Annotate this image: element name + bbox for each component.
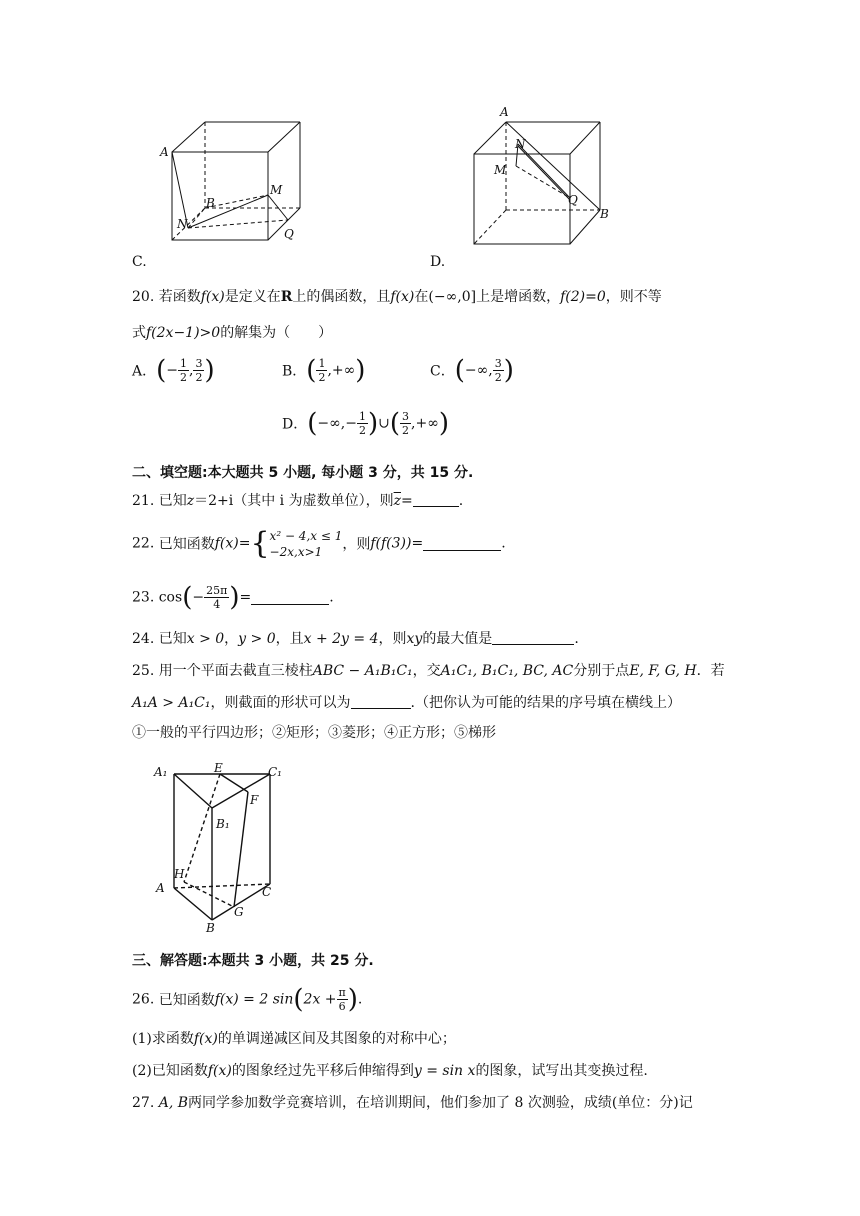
q25-edges: A₁C₁, B₁C₁, BC, AC bbox=[440, 663, 574, 679]
figure-c-cube bbox=[150, 110, 310, 250]
q25-text: ，交 bbox=[412, 663, 441, 679]
interval-tail: ,+∞ bbox=[411, 415, 439, 432]
frac: $\frac{3}{2}$ bbox=[494, 357, 502, 384]
q20-option-c[interactable]: C．(−∞, $\frac{3}{2}$ ) bbox=[430, 355, 514, 386]
q22-number: 22. bbox=[132, 535, 155, 552]
q20-text: 上的偶函数，且 bbox=[292, 289, 391, 305]
q27-ab: A, B bbox=[158, 1095, 189, 1111]
q20-option-b[interactable]: B．( $\frac{1}{2}$ ,+∞) bbox=[282, 355, 366, 386]
option-label: A． bbox=[132, 363, 157, 380]
frac: $\frac{1}{2}$ bbox=[358, 410, 366, 437]
q21-end: . bbox=[458, 493, 464, 509]
q24-end: . bbox=[574, 631, 579, 647]
comma: , bbox=[189, 362, 194, 379]
q26-text: 的图象经过先平移后伸缩得到 bbox=[231, 1063, 414, 1079]
q21-text: ＝2+i（其中 i 为虚数单位），则 bbox=[194, 493, 394, 509]
q24-text: ，则 bbox=[378, 631, 407, 647]
prism-label-a1: A₁ bbox=[154, 765, 168, 779]
q26-inner: 2x + bbox=[303, 991, 337, 1008]
q20-inequality: f(2x−1)>0 bbox=[146, 325, 221, 341]
q24-cond-3: x + 2y = 4 bbox=[303, 631, 379, 647]
prism-label-h: H bbox=[174, 867, 185, 881]
q20-text: 若函数 bbox=[158, 289, 201, 305]
section-2-title: 二、填空题:本大题共 5 小题, 每小题 3 分，共 15 分. bbox=[132, 465, 474, 481]
q25-text: .（把你认为可能的结果的序号填在横线上） bbox=[410, 695, 681, 711]
q21 bbox=[132, 490, 463, 510]
q21-eq: = bbox=[401, 493, 413, 509]
q24-answer-blank[interactable] bbox=[492, 630, 574, 645]
q24-text: 已知 bbox=[158, 631, 187, 647]
q26-end: . bbox=[357, 991, 363, 1008]
q26: 26. 已知函数f(x) = 2 sin(2x + $\frac{\pi}{6}$ ). bbox=[132, 984, 363, 1015]
q20-text: 上是增函数， bbox=[476, 289, 561, 305]
q20-text: 是定义在 bbox=[224, 289, 281, 305]
prism-label-g: G bbox=[234, 905, 244, 919]
q23-cos: cos bbox=[158, 589, 183, 606]
q26-text: 的图象，试写出其变换过程. bbox=[475, 1063, 648, 1079]
interval-tail: ,+∞ bbox=[327, 362, 356, 379]
q22 bbox=[132, 526, 506, 561]
q25-points: E, F, G, H bbox=[629, 663, 697, 679]
interval-head: −∞, bbox=[464, 362, 493, 379]
neg-sign: − bbox=[192, 589, 205, 606]
fig-d-label-q: Q bbox=[568, 193, 578, 207]
q23-eq: = bbox=[239, 589, 252, 606]
q24-number: 24. bbox=[132, 631, 155, 647]
neg-sign: − bbox=[166, 362, 179, 379]
q20-text: 在 bbox=[414, 289, 429, 305]
q23-answer-blank[interactable] bbox=[251, 590, 329, 605]
union-sign: ∪ bbox=[378, 415, 390, 432]
q23-number: 23. bbox=[132, 589, 155, 606]
prism-label-b1: B₁ bbox=[216, 817, 230, 831]
section-3-title: 三、解答题:本题共 3 小题，共 25 分. bbox=[132, 953, 374, 969]
fig-d-option: D. bbox=[430, 254, 446, 270]
q24-cond-1: x > 0 bbox=[186, 631, 225, 647]
q21-answer-blank[interactable] bbox=[413, 492, 459, 507]
q22-text: 已知函数 bbox=[158, 536, 215, 553]
q25-text: ．若 bbox=[696, 663, 725, 679]
fig-c-label-a: A bbox=[160, 145, 169, 159]
fig-d-label-n: N bbox=[515, 137, 526, 151]
fig-d-label-m: M bbox=[494, 163, 507, 177]
q20-number: 20. bbox=[132, 289, 155, 305]
option-label: D． bbox=[282, 416, 308, 433]
fig-c-label-q: Q bbox=[284, 227, 294, 241]
q26-fx: f(x) bbox=[207, 1063, 232, 1079]
q22-case-2: −2x,x>1 bbox=[269, 544, 323, 559]
frac: $\frac{1}{2}$ bbox=[318, 357, 326, 384]
q23-end: . bbox=[329, 589, 334, 606]
q24-text: 的最大值是 bbox=[422, 631, 493, 647]
q26-function: f(x) = 2 sin bbox=[214, 991, 294, 1008]
option-label: C． bbox=[430, 363, 455, 380]
q21-number: 21. bbox=[132, 493, 155, 509]
q20-option-d[interactable]: D．(−∞,− $\frac{1}{2}$ )∪( $\frac{3}{2}$ ,+∞) bbox=[282, 408, 450, 439]
figure-d-cube bbox=[466, 104, 626, 250]
frac: $\frac{25\pi}{4}$ bbox=[206, 584, 228, 611]
q21-z: z bbox=[186, 493, 195, 509]
q26-sinx: y = sin x bbox=[413, 1063, 476, 1079]
q26-text: (2)已知函数 bbox=[132, 1063, 208, 1079]
q27 bbox=[132, 1092, 693, 1112]
fig-c-label-m: M bbox=[270, 183, 283, 197]
q20-fx: f(x) bbox=[390, 289, 415, 305]
prism-label-f: F bbox=[250, 793, 259, 807]
q22-ffx: f(f(3))= bbox=[370, 535, 424, 552]
interval-head: −∞,− bbox=[317, 415, 357, 432]
q25-text: 用一个平面去截直三棱柱 bbox=[158, 663, 313, 679]
q22-answer-blank[interactable] bbox=[423, 536, 501, 551]
prism-label-a: A bbox=[156, 881, 165, 895]
q20-text: 的解集为（ ） bbox=[220, 325, 333, 341]
q26-part1 bbox=[132, 1028, 456, 1048]
q26-text: (1)求函数 bbox=[132, 1031, 194, 1047]
q26-number: 26. bbox=[132, 991, 155, 1008]
q24 bbox=[132, 628, 579, 648]
option-label: B． bbox=[282, 363, 307, 380]
q24-sep: ， bbox=[224, 631, 239, 647]
prism-label-c: C bbox=[262, 885, 272, 899]
q25-choices: ①一般的平行四边形；②矩形；③菱形；④正方形；⑤梯形 bbox=[132, 725, 496, 741]
q20-line2 bbox=[132, 322, 332, 342]
frac: $\frac{3}{2}$ bbox=[402, 410, 410, 437]
q25-line1 bbox=[132, 660, 725, 680]
fig-c-option: C. bbox=[132, 254, 147, 270]
fig-c-label-b: B bbox=[206, 196, 215, 210]
q23: 23. cos(− $\frac{25\pi}{4}$ )= . bbox=[132, 582, 334, 613]
q25-text: 分别于点 bbox=[573, 663, 630, 679]
q24-xy: xy bbox=[406, 631, 423, 647]
frac: $\frac{\pi}{6}$ bbox=[338, 986, 346, 1013]
q22-case-1: x² − 4,x ≤ 1 bbox=[269, 528, 343, 543]
q26-text: 已知函数 bbox=[158, 992, 215, 1009]
q27-text: 两同学参加数学竞赛培训，在培训期间，他们参加了 8 次测验，成绩(单位：分)记 bbox=[188, 1095, 693, 1111]
q20-fx: f(x) bbox=[200, 289, 225, 305]
q20-interval: (−∞,0] bbox=[428, 289, 477, 305]
q25-line2 bbox=[132, 692, 681, 712]
frac: $\frac{1}{2}$ bbox=[180, 357, 188, 384]
prism-label-e: E bbox=[214, 761, 223, 775]
q24-text: ，且 bbox=[275, 631, 304, 647]
q22-fx: f(x)= bbox=[214, 535, 251, 552]
q22-text: ，则 bbox=[342, 536, 371, 553]
q20-f2: f(2)=0 bbox=[560, 289, 606, 305]
q26-text: 的单调递减区间及其图象的对称中心； bbox=[217, 1031, 456, 1047]
q24-cond-2: y > 0 bbox=[238, 631, 276, 647]
fig-c-label-n: N bbox=[177, 217, 188, 231]
q20-set-r: R bbox=[280, 289, 293, 305]
q25-text: ，则截面的形状可以为 bbox=[210, 695, 351, 711]
q20-text: 式 bbox=[132, 325, 146, 341]
q25-prism: ABC − A₁B₁C₁ bbox=[312, 663, 413, 679]
figure-prism bbox=[150, 760, 290, 936]
frac: $\frac{3}{2}$ bbox=[195, 357, 203, 384]
q27-number: 27. bbox=[132, 1095, 155, 1111]
q20-line1 bbox=[132, 286, 662, 306]
q25-condition: A₁A > A₁C₁ bbox=[132, 695, 211, 711]
q25-answer-blank[interactable] bbox=[351, 694, 411, 709]
prism-label-c1: C₁ bbox=[268, 765, 282, 779]
fig-d-label-b: B bbox=[600, 207, 609, 221]
q26-part2 bbox=[132, 1060, 648, 1080]
q20-option-a[interactable]: A．(− $\frac{1}{2}$ , $\frac{3}{2}$ ) bbox=[132, 355, 215, 386]
q20-text: ，则不等 bbox=[605, 289, 662, 305]
q25-number: 25. bbox=[132, 663, 155, 679]
fig-d-label-a: A bbox=[500, 105, 509, 119]
q21-zbar: $\overline{z}$ bbox=[393, 493, 401, 509]
q21-text: 已知 bbox=[158, 493, 187, 509]
q22-piecewise: { x² − 4,x ≤ 1 −2x,x>1 bbox=[250, 526, 343, 561]
q22-end: . bbox=[501, 535, 506, 552]
prism-label-b: B bbox=[206, 921, 215, 935]
q26-fx: f(x) bbox=[193, 1031, 218, 1047]
